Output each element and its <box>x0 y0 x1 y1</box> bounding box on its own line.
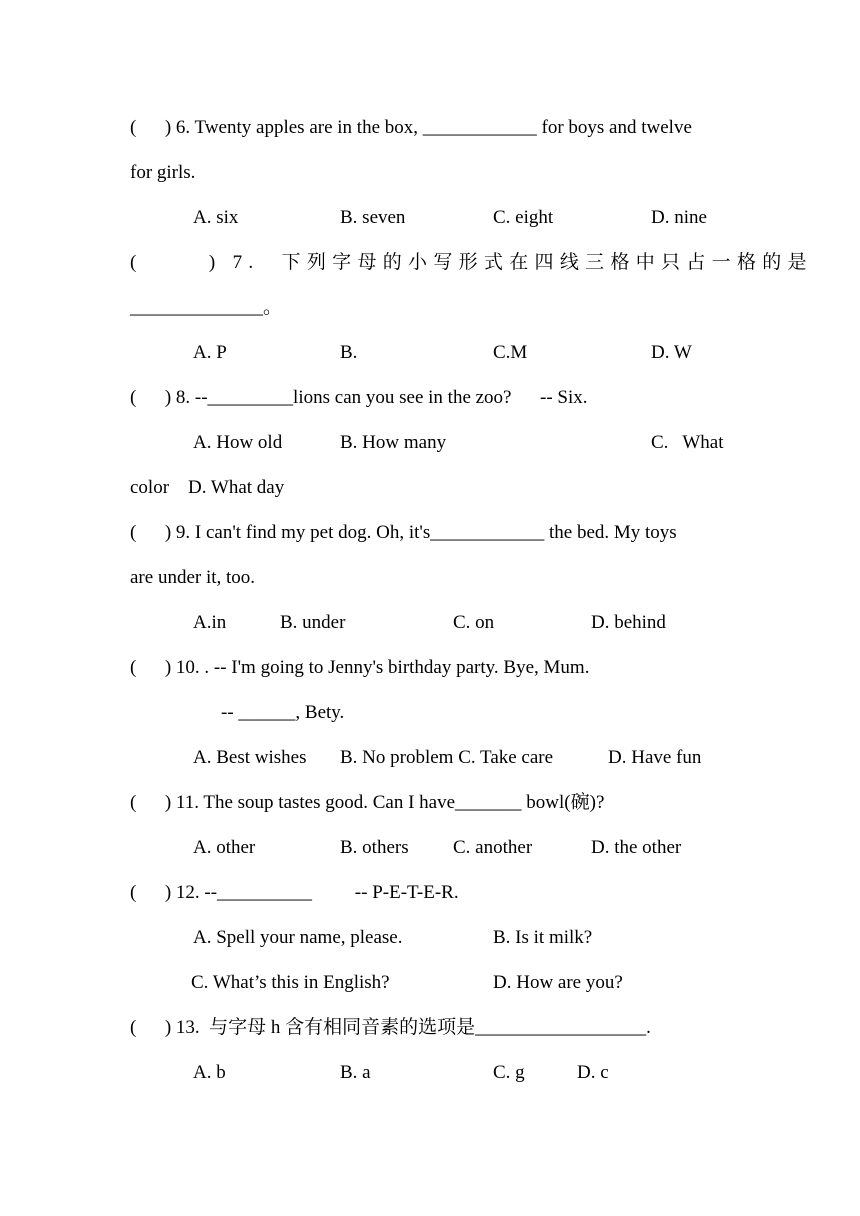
question-12-option-c: C. What’s this in English? <box>191 972 390 993</box>
question-12-option-b: B. Is it milk? <box>493 927 593 948</box>
question-7-option-b: B. <box>340 342 358 363</box>
question-9-stem-continued: are under it, too. <box>130 567 256 588</box>
question-8-option-b: B. How many <box>340 432 447 453</box>
question-8-option-a: A. How old <box>193 432 283 453</box>
question-10-stem: ( ) 10. . -- I'm going to Jenny's birthday party. Bye, Mum. <box>130 657 590 678</box>
question-8-stem: ( ) 8. --_________lions can you see in the zoo? -- Six. <box>130 387 588 408</box>
question-11-option-a: A. other <box>193 837 256 858</box>
question-9-option-b: B. under <box>280 612 346 633</box>
question-7-stem: ( ) 7. 下列字母的小写形式在四线三格中只占一格的是 <box>130 252 813 273</box>
question-12-option-d: D. How are you? <box>493 972 623 993</box>
question-13-option-a: A. b <box>193 1062 226 1083</box>
question-9-option-c: C. on <box>453 612 495 633</box>
question-13-option-d: D. c <box>577 1062 609 1083</box>
question-7-option-d: D. W <box>651 342 692 363</box>
question-6-option-d: D. nine <box>651 207 707 228</box>
question-7-stem-continued: ______________。 <box>130 297 283 318</box>
question-7-option-c: C.M <box>493 342 528 363</box>
question-12-stem: ( ) 12. --__________ -- P-E-T-E-R. <box>130 882 459 903</box>
question-11-option-d: D. the other <box>591 837 682 858</box>
question-13-stem: ( ) 13. 与字母 h 含有相同音素的选项是__________________. <box>130 1017 651 1038</box>
question-10-option-a: A. Best wishes <box>193 747 307 768</box>
question-6-option-a: A. six <box>193 207 239 228</box>
question-11-stem: ( ) 11. The soup tastes good. Can I have_______ bowl(碗)? <box>130 792 605 813</box>
question-13-option-b: B. a <box>340 1062 371 1083</box>
question-6-stem-continued: for girls. <box>130 162 196 183</box>
question-10-option-d: D. Have fun <box>608 747 702 768</box>
question-9-option-a: A.in <box>193 612 227 633</box>
question-8-options-continued: color D. What day <box>130 477 285 498</box>
question-9-option-d: D. behind <box>591 612 666 633</box>
question-6-option-b: B. seven <box>340 207 406 228</box>
question-10-option-bc: B. No problem C. Take care <box>340 747 554 768</box>
question-11-option-b: B. others <box>340 837 409 858</box>
question-10-stem-continued: -- ______, Bety. <box>221 702 345 723</box>
question-6-stem: ( ) 6. Twenty apples are in the box, ____________ for boys and twelve <box>130 117 692 138</box>
question-7-option-a: A. P <box>193 342 227 363</box>
question-9-stem: ( ) 9. I can't find my pet dog. Oh, it's____________ the bed. My toys <box>130 522 677 543</box>
question-8-option-c: C. What <box>651 432 724 453</box>
question-13-option-c: C. g <box>493 1062 525 1083</box>
question-11-option-c: C. another <box>453 837 533 858</box>
question-12-option-a: A. Spell your name, please. <box>193 927 403 948</box>
question-6-option-c: C. eight <box>493 207 554 228</box>
